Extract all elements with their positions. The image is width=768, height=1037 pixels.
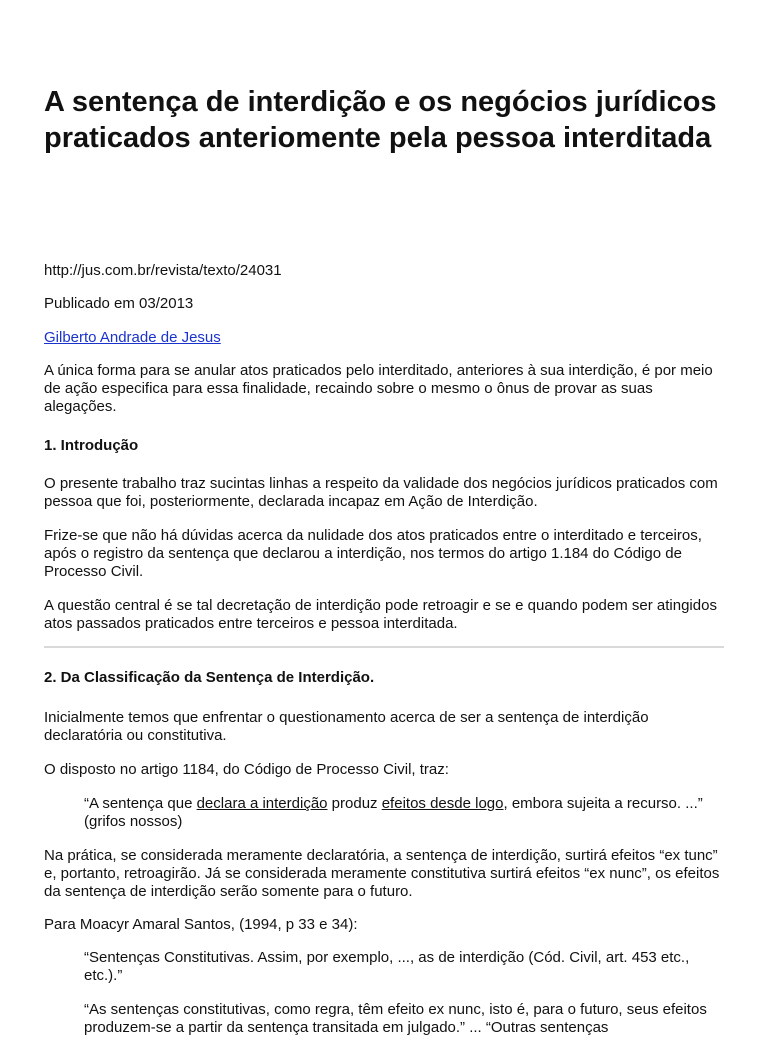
section-2-heading: 2. Da Classificação da Sentença de Interdição. bbox=[44, 669, 375, 686]
section-2-paragraph-2: O disposto no artigo 1184, do Código de Processo Civil, traz: bbox=[44, 761, 449, 778]
quote-moacyr-1: “Sentenças Constitutivas. Assim, por exemplo, ..., as de interdição (Cód. Civil, art. 453 etc., etc.).” bbox=[84, 949, 690, 984]
section-divider bbox=[44, 646, 724, 648]
quote-article-1184 bbox=[84, 795, 714, 831]
publication-date: Publicado em 03/2013 bbox=[44, 295, 194, 312]
quote-text-1: “A sentença que bbox=[84, 795, 197, 812]
section-2-paragraph-1: Inicialmente temos que enfrentar o questionamento acerca de ser a sentença de interdição declaratória ou constitutiva. bbox=[44, 709, 649, 744]
author-line bbox=[44, 329, 724, 347]
quote-text-3: , embora sujeita a recurso. ...” (grifos nossos) bbox=[84, 795, 703, 830]
section-1-paragraph-2: Frize-se que não há dúvidas acerca da nulidade dos atos praticados entre o interditado e terceiros, após o registro da sentença que declarou a interdição, nos termos do artigo 1.184 do Código de Processo Civil. bbox=[44, 527, 702, 580]
quote-moacyr-2: “As sentenças constitutivas, como regra, têm efeito ex nunc, isto é, para o futuro, seus efeitos produzem-se a partir da sentença transitada em julgado.” ... “Outras sentenças bbox=[84, 1001, 707, 1036]
section-1-paragraph-1: O presente trabalho traz sucintas linhas a respeito da validade dos negócios jurídicos praticados com pessoa que foi, posteriormente, declarada incapaz em Ação de Interdição. bbox=[44, 475, 718, 510]
section-2-paragraph-4: Para Moacyr Amaral Santos, (1994, p 33 e 34): bbox=[44, 916, 358, 933]
quote-underlined-2: efeitos desde logo bbox=[381, 795, 504, 812]
abstract-paragraph: A única forma para se anular atos praticados pelo interditado, anteriores à sua interdição, é por meio de ação especifica para essa finalidade, recaindo sobre o mesmo o ônus de provar as suas alegações. bbox=[44, 362, 713, 415]
quote-underlined-1: declara a interdição bbox=[196, 795, 328, 812]
section-2-paragraph-3: Na prática, se considerada meramente declaratória, a sentença de interdição, surtirá efeitos “ex tunc” e, portanto, retroagirão. Já se considerada meramente constitutiva surtirá efeitos “ex nunc”, os efeitos da sentença de interdição serão somente para o futuro. bbox=[44, 847, 720, 900]
section-1-heading: 1. Introdução bbox=[44, 437, 139, 454]
author-link[interactable]: Gilberto Andrade de Jesus bbox=[44, 329, 221, 346]
page-title: A sentença de interdição e os negócios jurídicos praticados anteriomente pela pessoa interditada bbox=[44, 86, 717, 154]
section-1-paragraph-3: A questão central é se tal decretação de interdição pode retroagir e se e quando podem ser atingidos atos passados praticados entre terceiros e pessoa interditada. bbox=[44, 597, 717, 632]
source-url: http://jus.com.br/revista/texto/24031 bbox=[44, 262, 282, 279]
quote-text-2: produz bbox=[327, 795, 382, 812]
